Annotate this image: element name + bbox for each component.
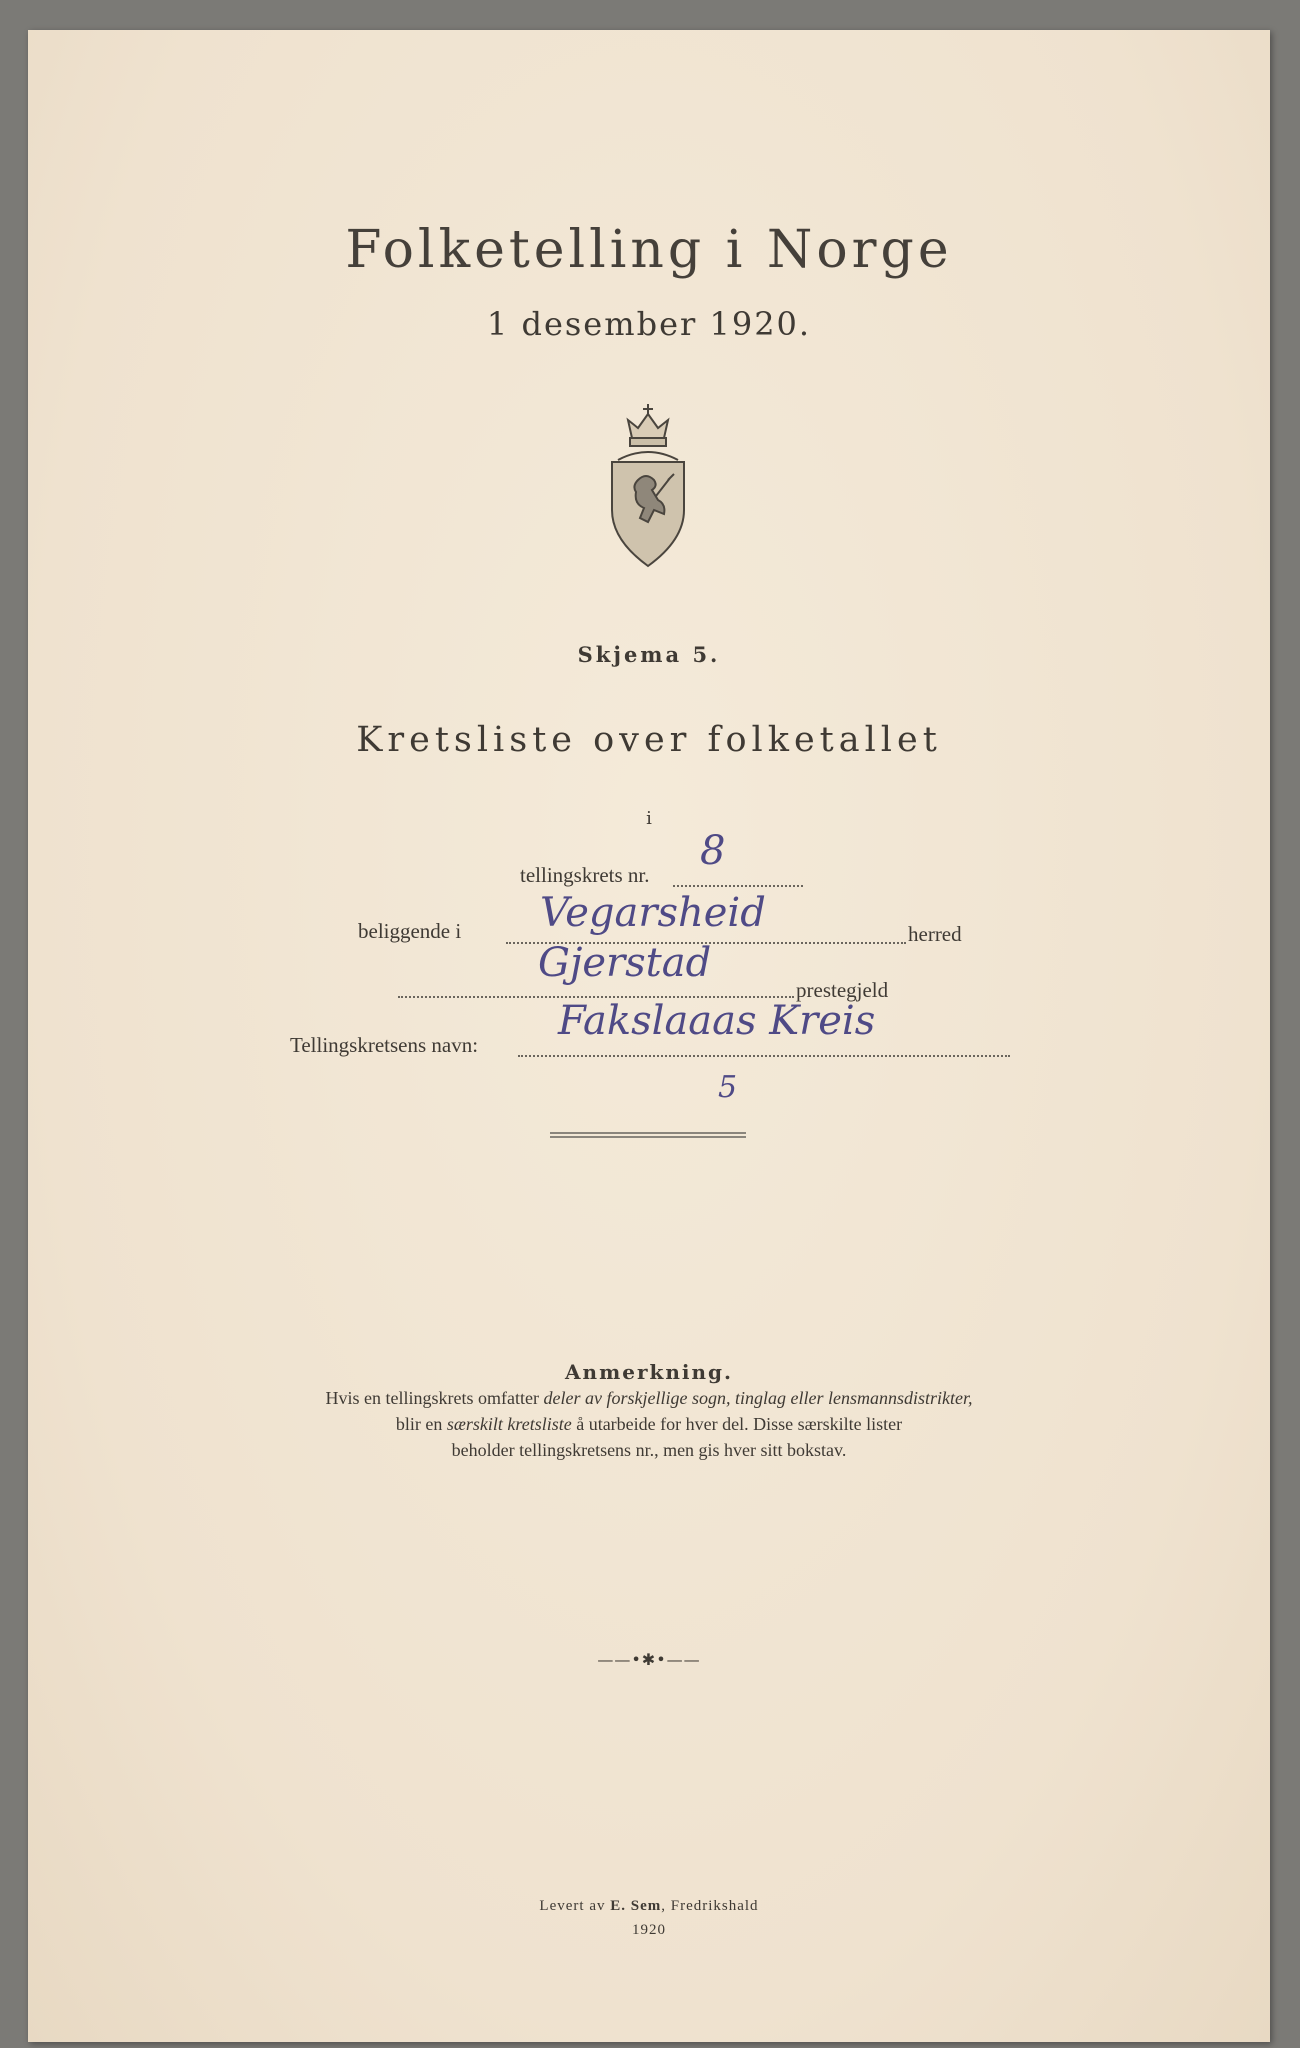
note-emphasis: deler av forskjellige sogn, tinglag eller lensmannsdistrikter, [543,1388,973,1408]
herred-label: herred [908,922,962,946]
tellingskrets-label: tellingskrets nr. [520,863,650,887]
prestegjeld-label: prestegjeld [796,978,889,1002]
ornament-divider: ——•✱•—— [597,1650,701,1669]
note-emphasis: særskilt kretsliste [446,1414,572,1434]
beliggende-label: beliggende i [358,919,462,943]
note-heading: Anmerkning. [565,1360,733,1384]
herred-value: Vegarsheid [540,890,766,936]
connector-word: i [646,808,652,829]
marginal-mark: 5 [718,1070,738,1105]
census-form-page [28,30,1270,2042]
document-title: Folketelling i Norge [345,220,953,280]
navn-line [518,1055,1010,1057]
document-date: 1 desember 1920. [486,305,812,343]
navn-label: Tellingskretsens navn: [290,1033,479,1057]
note-text: Hvis en tellingskrets omfatter [325,1388,544,1408]
form-heading: Kretsliste over folketallet [356,720,942,760]
note-line-3: beholder tellingskretsens nr., men gis hver sitt bokstav. [451,1440,847,1460]
printer-year: 1920 [632,1922,666,1938]
schema-number: Skjema 5. [577,642,721,667]
prestegjeld-value: Gjerstad [538,940,712,986]
tellingskrets-value: 8 [700,828,726,874]
note-line-2 [28,1414,1270,1435]
section-divider [550,1132,746,1134]
tellingskrets-line [673,885,803,887]
navn-value: Fakslaaas Kreis [558,998,876,1044]
note-line-1 [28,1388,1270,1409]
note-text: blir en [395,1414,447,1434]
note-text: å utarbeide for hver del. Disse særskilte lister [571,1414,903,1434]
norwegian-coat-of-arms-icon [598,400,698,570]
printer-text: Levert av [539,1898,611,1914]
printer-place: , Fredrikshald [661,1898,759,1914]
printer-credit [28,1898,1270,1915]
section-divider-double [550,1136,746,1138]
printer-name: E. Sem [610,1898,662,1914]
